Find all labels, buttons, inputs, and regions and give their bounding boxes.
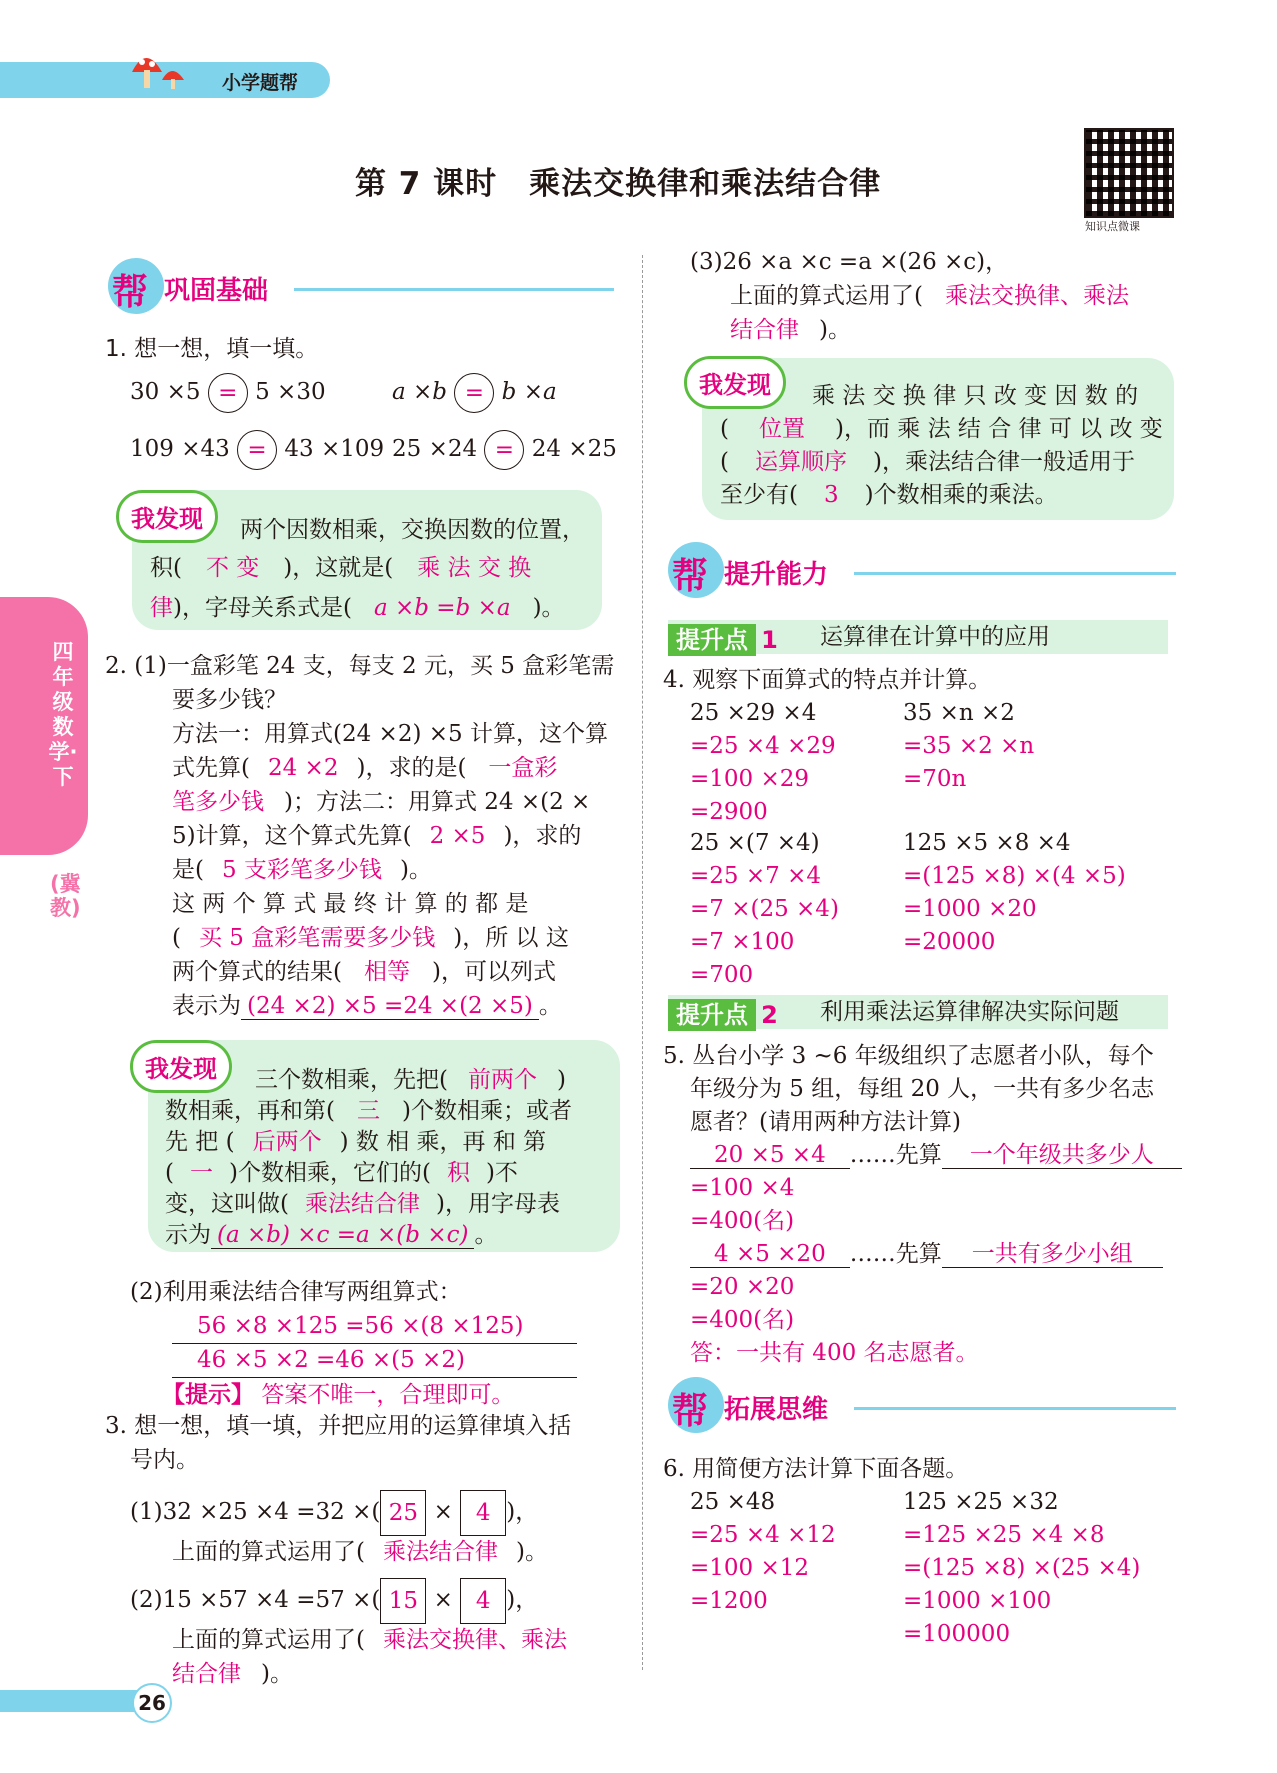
bang-badge: 帮	[668, 1377, 724, 1433]
q5-method2-steps: =20 ×20 =400(名)	[690, 1274, 795, 1333]
key-point-2-label: 提升点 2	[668, 995, 778, 1030]
f2-line6: 示为 (a ×b) ×c =a ×(b ×c) 。	[165, 1222, 498, 1248]
bang-badge: 帮	[108, 258, 164, 314]
q5-line2: 年级分为 5 组，每组 20 人，一共有多少名志	[690, 1076, 1155, 1102]
q4-calc-a: 25 ×29 ×4 =25 ×4 ×29 =100 ×29 =2900	[690, 700, 836, 825]
f3-line4: 至少有( 3 )个数相乘的乘法。	[720, 482, 1058, 508]
side-edition: (冀教)	[50, 872, 81, 920]
bang-badge: 帮	[668, 542, 724, 598]
q2-line5: 笔多少钱 )；方法二：用算式 24 ×(2 ×	[172, 789, 591, 815]
discover-badge: 我发现	[684, 356, 786, 409]
column-divider	[642, 255, 643, 1670]
section-title: 提升能力	[724, 560, 829, 590]
q2-line7: 是( 5 支彩笔多少钱 )。	[172, 857, 432, 883]
page-number: 26	[132, 1683, 172, 1723]
q6-calc-a: 25 ×48 =25 ×4 ×12 =100 ×12 =1200	[690, 1489, 836, 1614]
f1-line2: 积( 不 变 )，这就是( 乘 法 交 换	[150, 555, 532, 581]
f2-line2: 数相乘，再和第( 三 )个数相乘；或者	[165, 1098, 572, 1124]
brand-label: 小学题帮	[222, 72, 299, 94]
f1-line3: 律)，字母关系式是( a ×b =b ×a )。	[150, 595, 565, 621]
f2-line4: ( 一 )个数相乘，它们的( 积 )不	[165, 1160, 518, 1186]
q2-line10: 两个算式的结果( 相等 )，可以列式	[172, 959, 556, 985]
side-grade: 四年级数学·下	[48, 640, 78, 789]
q2-part2-a: 56 ×8 ×125 =56 ×(8 ×125)	[172, 1310, 577, 1344]
q3-p3-law: 上面的算式运用了( 乘法交换律、乘法	[730, 283, 1129, 309]
f3-line2: ( 位置 )，而 乘 法 结 合 律 可 以 改 变	[720, 416, 1163, 442]
q2-line3: 方法一：用算式(24 ×2) ×5 计算，这个算	[172, 721, 608, 747]
q2-hint: 【提示】 答案不唯一，合理即可。	[162, 1381, 515, 1408]
section-title: 巩固基础	[164, 276, 269, 306]
q5-method1-steps: =100 ×4 =400(名)	[690, 1175, 795, 1234]
q5-method2: 4 ×5 ×20 ……先算 一共有多少小组	[690, 1238, 1163, 1271]
section-heading-basics	[108, 258, 618, 318]
q3-p1-law: 上面的算式运用了( 乘法结合律 )。	[172, 1539, 548, 1565]
q4-calc-c: 25 ×(7 ×4) =25 ×7 ×4 =7 ×(25 ×4) =7 ×100 =700	[690, 830, 839, 988]
q2-line9: ( 买 5 盒彩笔需要多少钱 )，所 以 这	[172, 925, 569, 951]
q4-stem: 4. 观察下面算式的特点并计算。	[663, 667, 992, 693]
key-point-1-label: 提升点 1	[668, 620, 778, 655]
q2-line6: 5)计算，这个算式先算( 2 ×5 )，求的	[172, 823, 582, 849]
q5-line3: 愿者？(请用两种方法计算)	[690, 1109, 961, 1135]
q3-p2: (2)15 ×57 ×4 =57 ×( 15 × 4 )，	[130, 1578, 538, 1624]
q3-line1: 3. 想一想，填一填，并把应用的运算律填入括	[105, 1413, 572, 1439]
section-title: 拓展思维	[724, 1395, 829, 1425]
mushroom-icon	[128, 50, 188, 90]
q2-line2: 要多少钱？	[172, 687, 287, 713]
key-point-2-text: 利用乘法运算律解决实际问题	[820, 999, 1119, 1025]
q3-p2-law: 上面的算式运用了( 乘法交换律、乘法	[172, 1627, 567, 1653]
footer-band	[0, 1690, 145, 1712]
section-heading-extend	[668, 1377, 1178, 1437]
q2-line4: 式先算( 24 ×2 )，求的是( 一盒彩	[172, 755, 558, 781]
page-title: 第 7 课时 乘法交换律和乘法结合律	[355, 166, 882, 202]
f2-line3: 先 把 ( 后两个 ) 数 相 乘，再 和 第	[165, 1129, 547, 1155]
q2-part2-b: 46 ×5 ×2 =46 ×(5 ×2)	[172, 1344, 577, 1378]
key-point-1-text: 运算律在计算中的应用	[820, 624, 1050, 650]
f2-line5: 变，这叫做( 乘法结合律 )，用字母表	[165, 1191, 560, 1217]
discover-badge: 我发现	[116, 490, 218, 543]
section-line	[854, 1407, 1176, 1410]
q3-p2-law2: 结合律 )。	[172, 1661, 293, 1687]
f3-line1: 乘 法 交 换 律 只 改 变 因 数 的	[812, 383, 1139, 409]
f3-line3: ( 运算顺序 )，乘法结合律一般适用于	[720, 449, 1135, 475]
q1-row2a: 109 ×43 = 43 ×109	[130, 430, 384, 470]
discover-badge: 我发现	[130, 1040, 232, 1093]
q5-method1: 20 ×5 ×4 ……先算 一个年级共多少人	[690, 1139, 1182, 1172]
q6-stem: 6. 用简便方法计算下面各题。	[663, 1456, 969, 1482]
q2-line8: 这 两 个 算 式 最 终 计 算 的 都 是	[172, 891, 529, 917]
section-line	[854, 572, 1176, 575]
q2-line11: 表示为 (24 ×2) ×5 =24 ×(2 ×5) 。	[172, 993, 562, 1019]
q1-row1a: 30 ×5 = 5 ×30	[130, 373, 326, 413]
q3-p3-law2: 结合律 )。	[730, 317, 851, 343]
q5-answer: 答：一共有 400 名志愿者。	[690, 1340, 979, 1366]
q2-line1: 2. (1)一盒彩笔 24 支，每支 2 元，买 5 盒彩笔需	[105, 653, 615, 679]
q2-part2: (2)利用乘法结合律写两组算式：	[130, 1279, 462, 1305]
q4-calc-b: 35 ×n ×2 =35 ×2 ×n =70n	[903, 700, 1035, 792]
q1-stem: 1. 想一想，填一填。	[105, 336, 319, 362]
q1-row1b: a ×b = b ×a	[392, 373, 557, 413]
q3-p3: (3)26 ×a ×c =a ×(26 ×c)，	[690, 249, 1009, 275]
section-line	[294, 288, 614, 291]
q4-calc-d: 125 ×5 ×8 ×4 =(125 ×8) ×(4 ×5) =1000 ×20 =20000	[903, 830, 1126, 955]
q3-p1: (1)32 ×25 ×4 =32 ×( 25 × 4 )，	[130, 1490, 538, 1536]
qr-caption: 知识点微课	[1085, 220, 1140, 233]
f2-line1: 三个数相乘，先把( 前两个 )	[255, 1067, 566, 1093]
q1-row2b: 25 ×24 = 24 ×25	[392, 430, 617, 470]
q3-line2: 号内。	[130, 1447, 199, 1473]
q5-line1: 5. 丛台小学 3 ~6 年级组织了志愿者小队，每个	[663, 1043, 1154, 1069]
qr-code[interactable]	[1084, 128, 1174, 218]
section-heading-ability	[668, 542, 1178, 602]
f1-line1: 两个因数相乘，交换因数的位置，	[240, 517, 585, 543]
q6-calc-b: 125 ×25 ×32 =125 ×25 ×4 ×8 =(125 ×8) ×(25 ×4) =1000 ×100 =100000	[903, 1489, 1141, 1647]
